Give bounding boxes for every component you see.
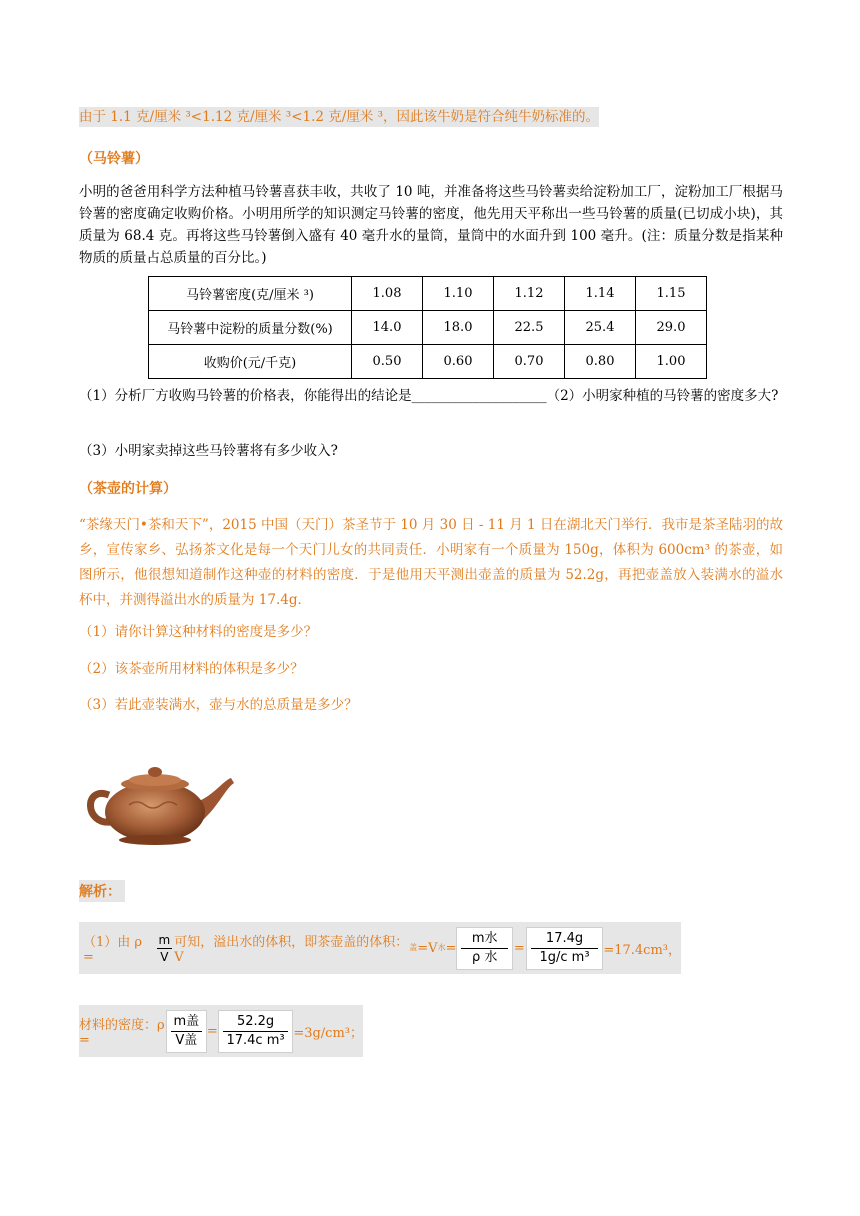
analysis-line1-mid: 可知，溢出水的体积，即茶壶盖的体积：V bbox=[174, 935, 409, 965]
table-cell: 1.10 bbox=[423, 277, 494, 311]
formula-denominator: ρ 水 bbox=[471, 949, 498, 965]
potato-paragraph: 小明的爸爸用科学方法种植马铃薯喜获丰收，共收了 10 吨，并准备将这些马铃薯卖给淀粉加工厂，淀粉加工厂根据马铃薯的密度确定收购价格。小明用所学的知识测定马铃薯的密度，他先用天平称出一些马铃薯的质量(已切成小块)，其质量为 68.4 克。再将这些马铃薯倒入盛有 40 毫升水的量筒，量筒中的水面升到 100 毫升。(注：质量分数是指某种物质的质量占总质量的百分比。) bbox=[79, 184, 783, 266]
analysis-line1-eq: =V bbox=[417, 940, 438, 956]
formula-numerator: m水 bbox=[461, 930, 507, 949]
table-cell: 1.00 bbox=[636, 345, 707, 379]
analysis-line1-prefix: （1）由 ρ = bbox=[83, 935, 143, 965]
table-cell: 22.5 bbox=[494, 311, 565, 345]
formula-box-mass-over-volume bbox=[166, 1010, 207, 1053]
table-row-label: 收购价(元/千克) bbox=[149, 345, 352, 379]
equals-sign: = bbox=[513, 940, 525, 956]
teapot-question-3: （3）若此壶装满水，壶与水的总质量是多少？ bbox=[79, 697, 358, 713]
formula-box-values bbox=[526, 927, 604, 970]
table-cell: 0.60 bbox=[423, 345, 494, 379]
potato-heading: （马铃薯） bbox=[79, 151, 149, 167]
teapot-question-2: （2）该茶壶所用材料的体积是多少？ bbox=[79, 661, 304, 677]
table-cell: 29.0 bbox=[636, 311, 707, 345]
table-cell: 0.80 bbox=[565, 345, 636, 379]
teapot-image bbox=[79, 750, 239, 850]
formula-numerator: 17.4g bbox=[531, 930, 599, 949]
fraction-m-over-v bbox=[157, 932, 173, 965]
table-cell: 18.0 bbox=[423, 311, 494, 345]
milk-conclusion: 由于 1.1 克/厘米 ³<1.12 克/厘米 ³<1.2 克/厘米 ³，因此该牛奶是符合纯牛奶标准的。 bbox=[79, 109, 600, 125]
fraction-numerator: m bbox=[158, 932, 171, 947]
table-cell: 1.14 bbox=[565, 277, 636, 311]
table-row-label: 马铃薯密度(克/厘米 ³) bbox=[149, 277, 352, 311]
formula-denominator: V盖 bbox=[175, 1032, 198, 1048]
potato-question-1: （1）分析厂方收购马铃薯的价格表，你能得出的结论是____________________（2）小明家种植的马铃薯的密度多大? bbox=[79, 388, 779, 404]
potato-price-table bbox=[148, 276, 707, 379]
table-cell: 14.0 bbox=[352, 311, 423, 345]
analysis-line2-result: =3g/cm³； bbox=[293, 1025, 363, 1041]
teapot-paragraph: “茶缘天门•茶和天下”，2015 中国（天门）茶圣节于 10 月 30 日 - 11 月 1 日在湖北天门举行．我市是茶圣陆羽的故乡，宣传家乡、弘扬茶文化是每一个天门儿女的共同责任．小明家有一个质量为 150g，体积为 600cm³ 的茶壶，如图所示，他很想知道制作这种壶的材料的密度．于是他用天平测出壶盖的质量为 52.2g，再把壶盖放入装满水的溢水杯中，并测得溢出水的质量为 17.4g． bbox=[79, 517, 783, 608]
table-cell: 0.50 bbox=[352, 345, 423, 379]
table-row bbox=[149, 311, 707, 345]
formula-box-density-values bbox=[218, 1010, 294, 1053]
formula-numerator: m盖 bbox=[171, 1013, 202, 1032]
formula-numerator: 52.2g bbox=[223, 1013, 289, 1032]
table-cell: 0.70 bbox=[494, 345, 565, 379]
table-cell: 1.12 bbox=[494, 277, 565, 311]
table-row-label: 马铃薯中淀粉的质量分数(%) bbox=[149, 311, 352, 345]
formula-denominator: 1g/c m³ bbox=[539, 949, 590, 965]
analysis-line1-eq2: = bbox=[445, 940, 457, 956]
table-cell: 1.15 bbox=[636, 277, 707, 311]
equals-sign: = bbox=[206, 1023, 218, 1039]
analysis-line2-prefix: 材料的密度：ρ = bbox=[79, 1018, 165, 1048]
table-row bbox=[149, 345, 707, 379]
analysis-line-1: （1）由 ρ = $\frac{m}{V}$ 可知，溢出水的体积，即茶壶盖的体积：V 盖 =V 水 = $\frac{\text{m水}}{\text{ρ 水}}$ = $\frac{17.4g}{\text{1g/c m³}}$ =17.4cm³， bbox=[79, 922, 681, 974]
analysis-line1-result: =17.4cm³， bbox=[603, 942, 681, 958]
potato-question-3: （3）小明家卖掉这些马铃薯将有多少收入? bbox=[79, 443, 338, 459]
analysis-line-2 bbox=[79, 1005, 363, 1057]
table-cell: 25.4 bbox=[565, 311, 636, 345]
teapot-heading: （茶壶的计算） bbox=[79, 481, 177, 497]
formula-denominator: 17.4c m³ bbox=[226, 1032, 285, 1048]
analysis-label: 解析： bbox=[79, 880, 125, 902]
table-row bbox=[149, 277, 707, 311]
formula-box-mass-over-density bbox=[456, 927, 512, 970]
fraction-denominator: V bbox=[160, 949, 169, 964]
table-cell: 1.08 bbox=[352, 277, 423, 311]
teapot-question-1: （1）请你计算这种材料的密度是多少？ bbox=[79, 624, 318, 640]
